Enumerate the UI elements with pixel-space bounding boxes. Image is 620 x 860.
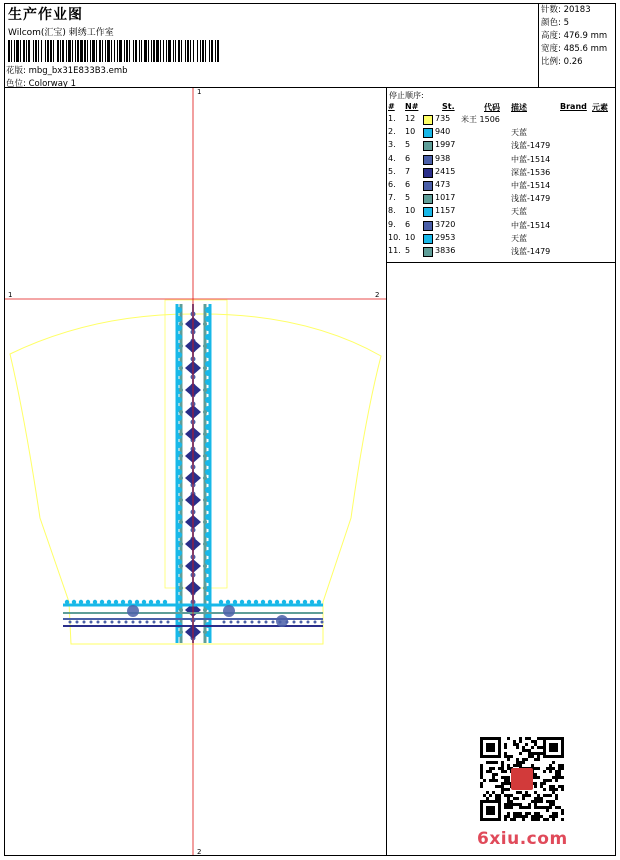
stat-scale: 比例: 0.26: [541, 57, 583, 67]
stop-index: 3.: [388, 140, 396, 150]
stop-index: 8.: [388, 206, 396, 216]
stop-description: 浅蓝-1479: [511, 194, 551, 204]
stop-row: [387, 246, 615, 259]
color-swatch: [423, 115, 433, 125]
stop-stitches: 1997: [435, 140, 456, 150]
stop-stitches: 3836: [435, 246, 456, 255]
col-needle: N#: [405, 102, 419, 111]
stop-index: 1.: [388, 114, 396, 123]
col-stitches: St.: [442, 102, 455, 111]
page-title: 生产作业图: [8, 7, 83, 23]
stop-description: 浅蓝-1479: [511, 247, 551, 256]
stats-panel: [538, 4, 619, 88]
stop-description: 深蓝-1536: [511, 167, 551, 177]
color-swatch: [423, 221, 433, 231]
stat-stitches: 针数: 20183: [541, 5, 591, 15]
axis-label-top: 1: [197, 88, 202, 96]
stop-stitches: 473: [435, 180, 451, 189]
stop-needle: 12: [405, 114, 416, 123]
colorway-label: 色位: Colorway 1: [6, 79, 77, 89]
vertical-embroidery-band: [176, 304, 211, 643]
stop-index: 5.: [388, 166, 396, 176]
stop-stitches: 940: [435, 127, 451, 137]
header-info: [5, 4, 538, 88]
stop-index: 9.: [388, 219, 396, 229]
stop-row: [387, 180, 615, 193]
stop-index: 10.: [388, 232, 401, 242]
stop-stitches: 2415: [435, 166, 456, 176]
stop-description: 浅蓝-1479: [511, 141, 551, 151]
stop-needle: 6: [405, 153, 411, 163]
stop-needle: 5: [405, 140, 411, 150]
color-swatch: [423, 181, 433, 191]
axis-label-bottom: 2: [197, 848, 202, 856]
stop-row: [387, 154, 615, 167]
stop-index: 7.: [388, 193, 396, 203]
stop-row: [387, 193, 615, 206]
stop-index: 11.: [388, 246, 401, 255]
stop-row: [387, 206, 615, 219]
stop-description: 天蓝: [511, 207, 527, 217]
barcode-icon: [8, 40, 220, 62]
col-index: #: [388, 102, 395, 111]
stop-stitches: 735: [435, 114, 451, 123]
stop-row: [387, 140, 615, 153]
stop-stitches: 1157: [435, 206, 456, 216]
stop-needle: 7: [405, 166, 411, 176]
color-swatch: [423, 128, 433, 138]
stat-width: 宽度: 485.6 mm: [541, 44, 608, 54]
col-brand: Brand: [560, 102, 587, 111]
stop-row: [387, 233, 615, 246]
stop-needle: 5: [405, 246, 411, 255]
stop-description: 天蓝: [511, 128, 527, 138]
stop-index: 2.: [388, 127, 396, 137]
col-description: 描述: [511, 103, 527, 112]
stop-needle: 10: [405, 232, 416, 242]
qr-code-icon: [480, 737, 564, 821]
axis-label-left: 1: [8, 291, 13, 299]
stop-needle: 5: [405, 193, 411, 203]
stop-needle: 6: [405, 180, 411, 189]
stop-needle: 6: [405, 219, 411, 229]
stat-colors: 颜色: 5: [541, 18, 569, 28]
stop-row: [387, 127, 615, 140]
stop-description: 中蓝-1514: [511, 220, 551, 230]
design-file-label: 花版: mbg_bx31E833B3.emb: [6, 66, 128, 76]
color-swatch: [423, 234, 433, 244]
stop-sequence-title: 停止顺序:: [389, 91, 424, 100]
color-swatch: [423, 155, 433, 165]
stop-stitches: 3720: [435, 219, 456, 229]
stop-index: 6.: [388, 180, 396, 189]
watermark-text: 6xiu.com: [477, 829, 568, 849]
stop-needle: 10: [405, 127, 416, 137]
color-swatch: [423, 168, 433, 178]
stop-row: [387, 114, 615, 127]
stop-code: 米王 1506: [461, 115, 500, 124]
col-element: 元素: [592, 103, 608, 112]
stop-stitches: 1017: [435, 193, 456, 203]
color-swatch: [423, 194, 433, 204]
stop-stitches: 2953: [435, 232, 456, 242]
stop-description: 中蓝-1514: [511, 181, 551, 190]
stat-height: 高度: 476.9 mm: [541, 31, 608, 41]
color-swatch: [423, 247, 433, 257]
color-swatch: [423, 207, 433, 217]
stop-index: 4.: [388, 153, 396, 163]
col-code: 代码: [484, 103, 500, 112]
stop-description: 中蓝-1514: [511, 154, 551, 164]
design-canvas: [5, 88, 386, 855]
stop-sequence-divider: [387, 262, 616, 263]
stop-stitches: 938: [435, 153, 451, 163]
stop-sequence-header: [387, 102, 615, 113]
stop-row: [387, 167, 615, 180]
axis-label-right: 2: [375, 291, 380, 299]
stop-sequence-panel: [387, 88, 615, 263]
stop-description: 天蓝: [511, 233, 527, 243]
stop-row: [387, 220, 615, 233]
color-swatch: [423, 141, 433, 151]
stop-needle: 10: [405, 206, 416, 216]
company-name: Wilcom(汇宝) 刺绣工作室: [8, 28, 114, 38]
